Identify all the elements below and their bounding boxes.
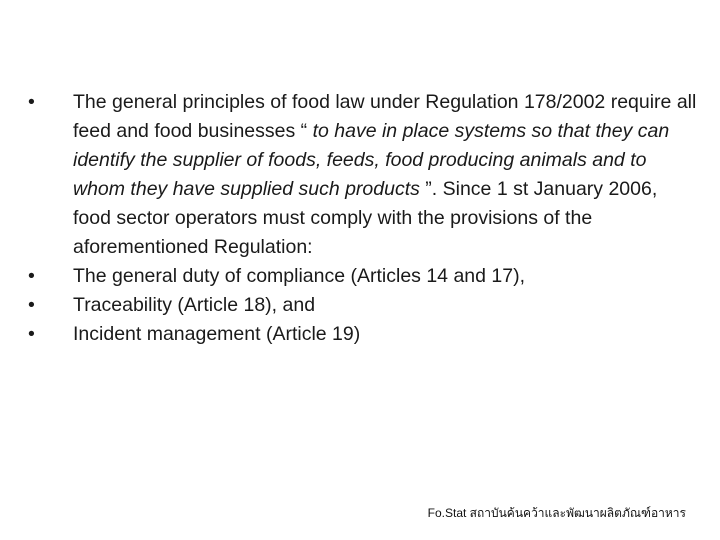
bullet-item-traceability (28, 291, 700, 320)
bullet-item-incident (28, 320, 700, 349)
bullet-text-quote: to have in place systems so that they can identify the supplier of foods, feeds, food producing animals and to whom they have supplied such products (73, 120, 670, 200)
bullet-marker: • (28, 323, 35, 345)
bullet-text-outro: ”. Since 1 st January 2006, food sector operators must comply with the provisions of the aforementioned Regulation: (73, 178, 658, 258)
bullet-item-compliance (28, 262, 700, 291)
bullet-text-intro: The general principles of food law under Regulation 178/2002 require all feed and food businesses “ (73, 91, 697, 142)
bullet-marker: • (28, 265, 35, 287)
bullet-marker: • (28, 91, 35, 113)
bullet-text: Traceability (Article 18), and (73, 294, 316, 316)
footer-caption: Fo.Stat สถาบันค้นคว้าและพัฒนาผลิตภัณฑ์อาหาร (427, 506, 686, 520)
bullet-marker: • (28, 294, 35, 316)
bullet-item-regulation (28, 88, 700, 262)
bullet-list (28, 88, 700, 349)
bullet-text: The general duty of compliance (Articles 14 and 17), (73, 265, 525, 287)
bullet-text: Incident management (Article 19) (73, 323, 361, 345)
